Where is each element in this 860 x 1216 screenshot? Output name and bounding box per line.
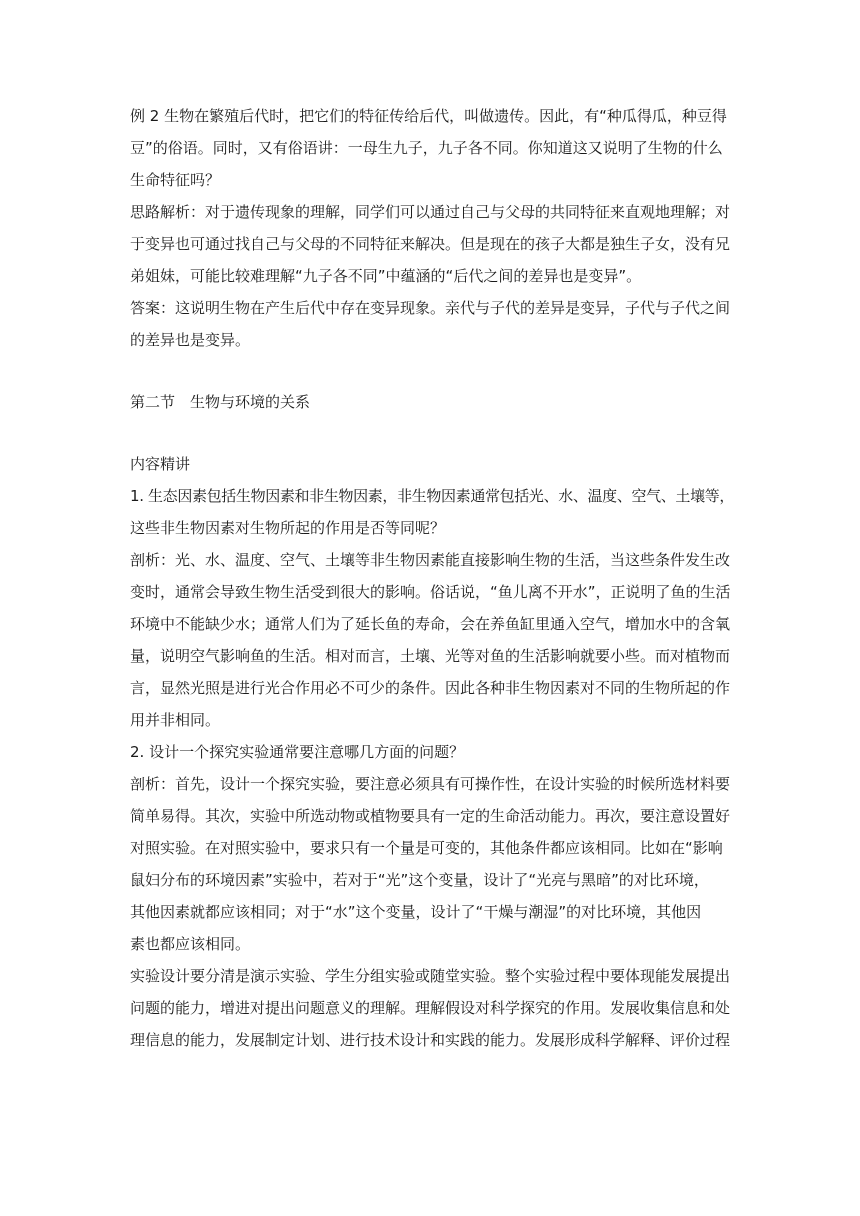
text-line: 对照实验。在对照实验中，要求只有一个量是可变的，其他条件都应该相同。比如在“影响: [130, 839, 723, 857]
text-line: 量，说明空气影响鱼的生活。相对而言，土壤、光等对鱼的生活影响就要小些。而对植物而: [130, 647, 731, 665]
text-line: 实验设计要分清是演示实验、学生分组实验或随堂实验。整个实验过程中要体现能发展提出: [130, 967, 731, 985]
text-line: 弟姐妹，可能比较难理解“九子各不同”中蕴涵的“后代之间的差异也是变异”。: [130, 267, 642, 285]
text-line: 问题的能力，增进对提出问题意义的理解。理解假设对科学探究的作用。发展收集信息和处: [130, 999, 731, 1017]
text-line: 于变异也可通过找自己与父母的不同特征来解决。但是现在的孩子大都是独生子女，没有兄: [130, 235, 731, 253]
text-line: 环境中不能缺少水；通常人们为了延长鱼的寿命，会在养鱼缸里通入空气，增加水中的含氧: [130, 615, 731, 633]
content-heading: 内容精讲: [130, 455, 191, 473]
text-line: 用并非相同。: [130, 711, 221, 729]
section-title: 第二节 生物与环境的关系: [130, 393, 311, 411]
example-2-question: [130, 100, 736, 196]
example-2-analysis: [130, 196, 736, 292]
example-2-answer: [130, 292, 736, 356]
answer-1: [130, 544, 736, 736]
text-line: 鼠妇分布的环境因素”实验中，若对于“光”这个变量，设计了“光亮与黑暗”的对比环境，: [130, 871, 709, 889]
text-line: 素也都应该相同。: [130, 935, 251, 953]
answer-2: [130, 768, 736, 960]
document-page: [130, 100, 736, 1056]
text-line: 剖析：首先，设计一个探究实验，要注意必须具有可操作性，在设计实验的时候所选材料要: [130, 775, 731, 793]
text-line: 生命特征吗？: [130, 171, 221, 189]
question-1: [130, 480, 736, 544]
spacer: [130, 356, 736, 386]
question-2: [130, 736, 736, 768]
text-line: 简单易得。其次，实验中所选动物或植物要具有一定的生命活动能力。再次，要注意设置好: [130, 807, 731, 825]
text-line: 例 2 生物在繁殖后代时，把它们的特征传给后代，叫做遗传。因此，有“种瓜得瓜，种豆得: [130, 107, 727, 125]
text-line: 2. 设计一个探究实验通常要注意哪几方面的问题？: [130, 743, 465, 761]
text-line: 理信息的能力，发展制定计划、进行技术设计和实践的能力。发展形成科学解释、评价过程: [130, 1031, 731, 1049]
text-line: 这些非生物因素对生物所起的作用是否等同呢？: [130, 519, 446, 537]
text-line: 1. 生态因素包括生物因素和非生物因素，非生物因素通常包括光、水、温度、空气、土壤等，: [130, 487, 735, 505]
text-line: 言，显然光照是进行光合作用必不可少的条件。因此各种非生物因素对不同的生物所起的作: [130, 679, 731, 697]
text-line: 豆”的俗语。同时，又有俗语讲：一母生九子，九子各不同。你知道这又说明了生物的什么: [130, 139, 723, 157]
text-line: 变时，通常会导致生物生活受到很大的影响。俗话说，“鱼儿离不开水”，正说明了鱼的生活: [130, 583, 731, 601]
text-line: 答案：这说明生物在产生后代中存在变异现象。亲代与子代的差异是变异，子代与子代之间: [130, 299, 731, 317]
text-line: 思路解析：对于遗传现象的理解，同学们可以通过自己与父母的共同特征来直观地理解；对: [130, 203, 731, 221]
text-line: 剖析：光、水、温度、空气、土壤等非生物因素能直接影响生物的生活，当这些条件发生改: [130, 551, 731, 569]
text-line: 其他因素就都应该相同；对于“水”这个变量，设计了“干燥与潮湿”的对比环境，其他因: [130, 903, 702, 921]
spacer: [130, 418, 736, 448]
experiment-design-paragraph: [130, 960, 736, 1056]
text-line: 的差异也是变异。: [130, 331, 251, 349]
